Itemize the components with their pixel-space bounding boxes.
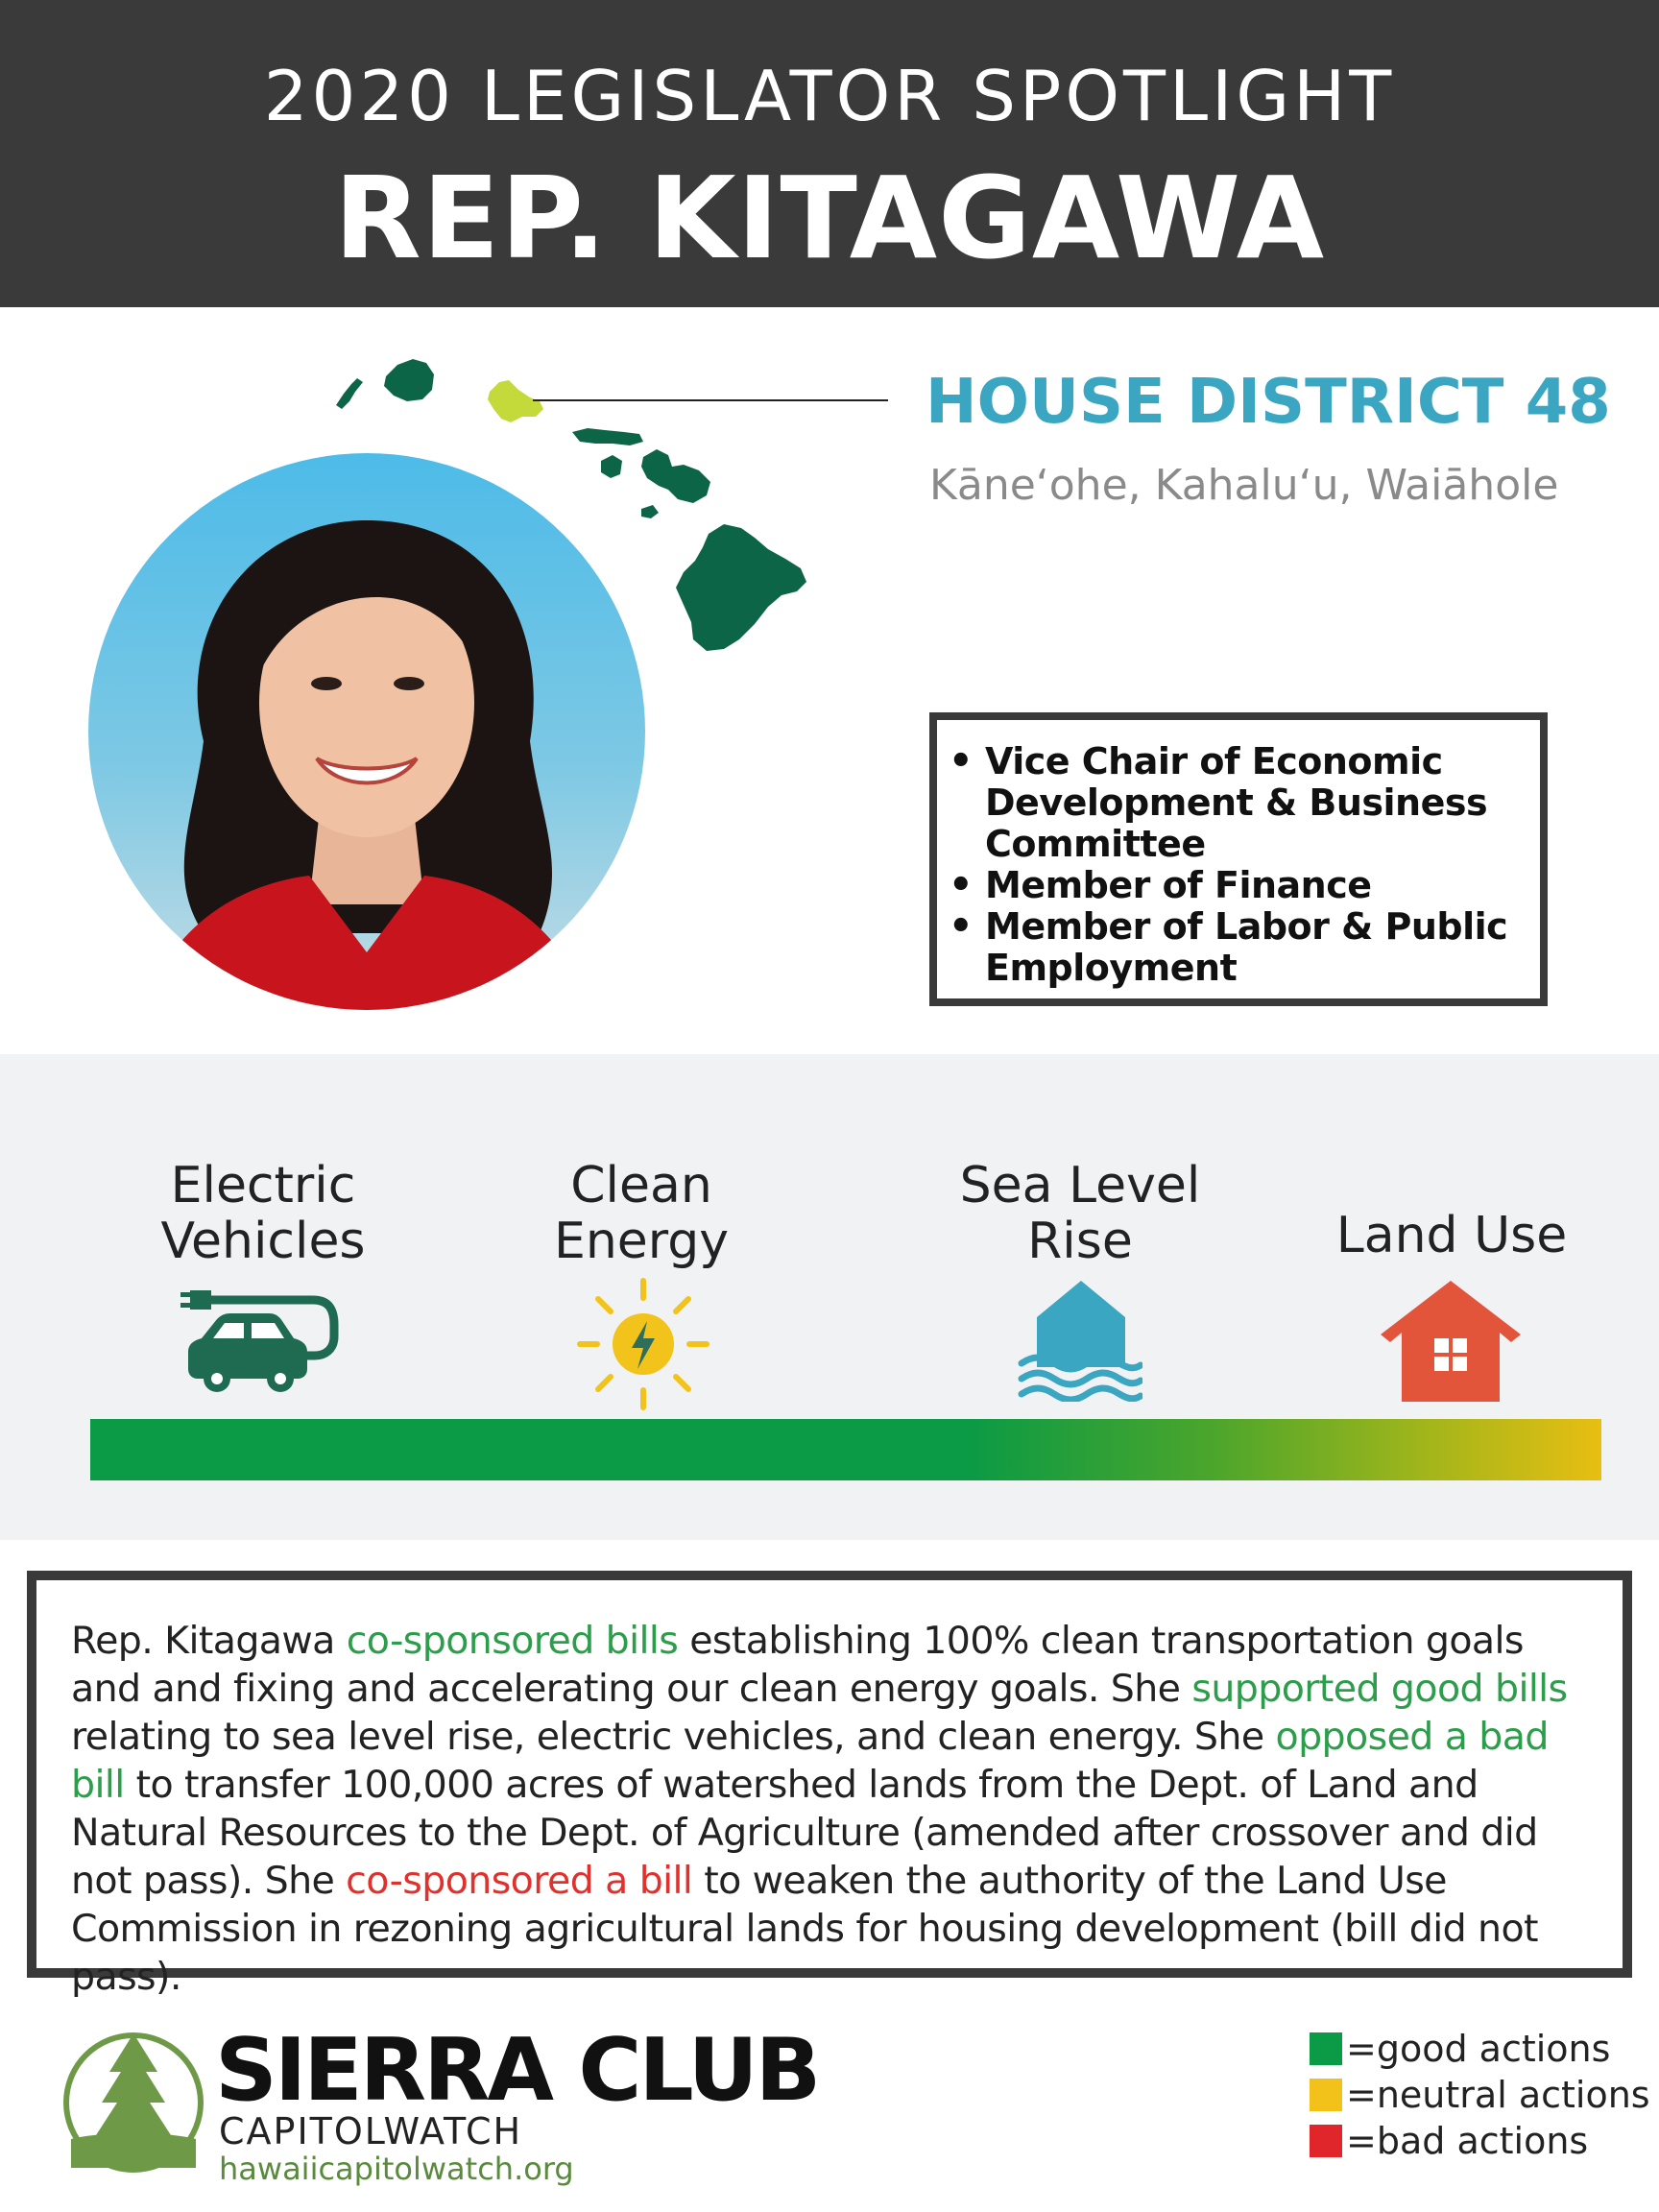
summary-box <box>27 1571 1632 1999</box>
sierra-club-tree-logo <box>61 2024 205 2177</box>
district-pointer-line <box>533 399 888 401</box>
legend-swatch-neutral <box>1310 2079 1342 2111</box>
summary-bad-action: co-sponsored a bill <box>346 1859 693 1903</box>
issue-label-clean-energy: Clean Energy <box>553 1157 730 1270</box>
legislator-portrait <box>88 453 645 1010</box>
legend-item-neutral <box>1310 2072 1650 2118</box>
issue-label-sea-level-rise: Sea Level Rise <box>959 1157 1201 1270</box>
ev-car-icon <box>180 1281 344 1396</box>
legend-swatch-good <box>1310 2032 1342 2065</box>
district-areas: Kāneʻohe, Kahaluʻu, Waiāhole <box>929 461 1559 510</box>
house-icon <box>1381 1281 1521 1402</box>
summary-text: to weaken the authority of the Land Use Commission in rezoning agricultural lands for housing development (bill did not pass). <box>71 1859 1538 1999</box>
oahu-island <box>488 380 543 422</box>
sierra-club-wordmark: SIERRA CLUB <box>215 2020 819 2121</box>
portrait-illustration <box>88 453 645 1010</box>
committee-item: • Member of Finance <box>985 865 1525 906</box>
issue-label-land-use: Land Use <box>1335 1207 1568 1264</box>
lanai-island <box>601 455 622 478</box>
summary-good-action: co-sponsored bills <box>346 1619 679 1663</box>
summary-text: establishing 100% clean transportation goals and and fixing and accelerating our clean energy goals. She <box>71 1619 1524 1711</box>
sun-bolt-icon <box>576 1277 710 1411</box>
summary-good-action: supported good bills <box>1191 1667 1568 1711</box>
legislator-name: REP. KITAGAWA <box>333 152 1326 284</box>
summary-text: Rep. Kitagawa <box>71 1619 347 1663</box>
summary-text: to transfer 100,000 acres of watershed lands from the Dept. of Land and Natural Resources to the Dept. of Agriculture (amended after crossover and did not pass). She <box>71 1763 1538 1903</box>
legend-label: =bad actions <box>1346 2120 1589 2162</box>
performance-gradient-bar <box>90 1419 1601 1480</box>
district-title: HOUSE DISTRICT 48 <box>926 367 1611 438</box>
legend-swatch-bad <box>1310 2125 1342 2157</box>
website-link[interactable]: hawaiicapitolwatch.org <box>219 2151 574 2187</box>
legend-item-good <box>1310 2026 1650 2072</box>
committees-list <box>985 741 1525 989</box>
issue-label-electric-vehicles: Electric Vehicles <box>160 1157 366 1270</box>
header-banner <box>0 0 1659 307</box>
legend <box>1310 2026 1650 2164</box>
niihau-island <box>336 378 363 409</box>
legend-label: =neutral actions <box>1346 2074 1650 2116</box>
portrait-eye-left <box>311 677 342 690</box>
summary-text: relating to sea level rise, electric vehicles, and clean energy. She <box>71 1715 1276 1759</box>
kahoolawe-island <box>641 505 659 518</box>
house-flood-icon <box>1018 1277 1142 1402</box>
legend-item-bad <box>1310 2118 1650 2164</box>
summary-good-action: opposed a bad bill <box>71 1715 1549 1807</box>
molokai-island <box>572 428 643 445</box>
capitolwatch-wordmark: CAPITOLWATCH <box>219 2110 523 2152</box>
committee-item: • Vice Chair of Economic Development & Business Committee <box>985 741 1525 865</box>
kauai-island <box>384 359 434 401</box>
spotlight-subtitle: 2020 LEGISLATOR SPOTLIGHT <box>263 56 1396 136</box>
committees-box <box>929 712 1548 1006</box>
big-island <box>676 524 806 651</box>
portrait-eye-right <box>394 677 424 690</box>
maui-island <box>641 449 710 503</box>
committee-item: • Member of Labor & Public Employment <box>985 906 1525 989</box>
legend-label: =good actions <box>1346 2028 1611 2070</box>
summary-paragraph <box>71 1617 1594 2001</box>
